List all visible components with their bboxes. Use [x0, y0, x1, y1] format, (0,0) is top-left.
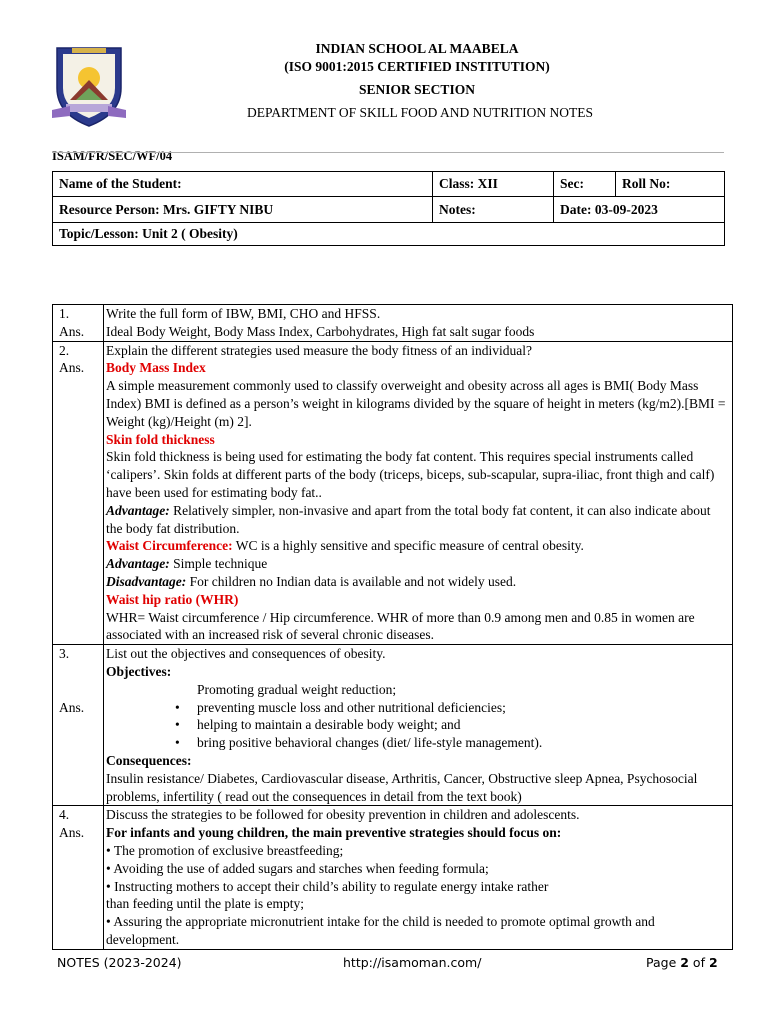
question-text: Write the full form of IBW, BMI, CHO and HFSS. — [106, 306, 381, 321]
resource-person-field: Resource Person: Mrs. GIFTY NIBU — [53, 197, 433, 223]
answer-label: Ans. — [59, 825, 85, 841]
footer-website-link[interactable]: http://isamoman.com/ — [343, 955, 482, 970]
question-row-4 — [53, 806, 733, 949]
notes-field: Notes: — [433, 197, 554, 223]
skin-fold-advantage: Advantage: Relatively simpler, non-invasive and apart from the total body fat content, it can also indicate about the body fat distribution. — [106, 502, 711, 536]
topic-field: Topic/Lesson: Unit 2 ( Obesity) — [53, 223, 725, 246]
bmi-heading: Body Mass Index — [106, 360, 206, 376]
iso-certification: (ISO 9001:2015 CERTIFIED INSTITUTION) — [284, 59, 550, 74]
question-text: Explain the different strategies used measure the body fitness of an individual? — [106, 342, 533, 358]
question-number: 1. — [59, 306, 70, 321]
class-field: Class: XII — [433, 172, 554, 197]
whr-text: WHR= Waist circumference / Hip circumference. WHR of more than 0.9 among men and 0.85 in women are associated with an increased risk of several chronic diseases. — [106, 609, 695, 643]
disadvantage-label: Disadvantage: — [106, 573, 187, 589]
section-field: Sec: — [554, 172, 616, 197]
question-text: Discuss the strategies to be followed for obesity prevention in children and adolescents. — [106, 807, 580, 823]
question-row-3 — [53, 645, 733, 806]
skin-fold-text: Skin fold thickness is being used for estimating the body fat content. This requires special instruments called ‘calipers’. Skin folds at different parts of the body (triceps, biceps, sub-scapular, supra-iliac, front thigh and calf) have been used for estimating body fat.. — [106, 449, 715, 500]
department-title: DEPARTMENT OF SKILL FOOD AND NUTRITION NOTES — [247, 105, 593, 120]
header-divider — [52, 152, 724, 153]
school-logo — [52, 40, 126, 130]
answer-label: Ans. — [59, 323, 85, 339]
advantage-label: Advantage: — [106, 556, 170, 572]
strategy-point: • Assuring the appropriate micronutrient intake for the child is needed to promote optimal growth and development. — [106, 914, 655, 947]
strategy-point: • Avoiding the use of added sugars and starches when feeding formula; — [106, 860, 489, 876]
questions-table — [52, 304, 733, 950]
whr-heading: Waist hip ratio (WHR) — [106, 591, 239, 607]
question-number: 4. — [59, 807, 70, 823]
skin-fold-heading: Skin fold thickness — [106, 431, 215, 447]
footer-notes-year: NOTES (2023-2024) — [57, 955, 182, 970]
student-name-field: Name of the Student: — [53, 172, 433, 197]
prevention-subheading: For infants and young children, the main preventive strategies should focus on: — [106, 825, 562, 841]
footer-page-number: Page 2 of 2 — [646, 955, 718, 970]
question-text: List out the objectives and consequences of obesity. — [106, 646, 386, 662]
section-name: SENIOR SECTION — [359, 82, 475, 97]
waist-heading: Waist Circumference: — [106, 538, 233, 554]
school-name: INDIAN SCHOOL AL MAABELA — [315, 41, 519, 56]
question-number: 3. — [59, 646, 70, 662]
waist-advantage: Advantage: Simple technique — [106, 556, 268, 572]
date-field: Date: 03-09-2023 — [554, 197, 725, 223]
strategy-point: than feeding until the plate is empty; — [106, 896, 304, 912]
objective-item: • preventing muscle loss and other nutritional deficiencies; — [194, 699, 728, 717]
bmi-text: A simple measurement commonly used to classify overweight and obesity across all ages is BMI( Body Mass Index) BMI is defined as a person’s weight in kilograms divided by the square of height in meters (kg/m2).[BMI = Weight (kg)/Height (m) 2]. — [106, 378, 726, 429]
objectives-heading: Objectives: — [106, 663, 172, 679]
consequences-text: Insulin resistance/ Diabetes, Cardiovascular disease, Arthritis, Cancer, Obstructive sleep Apnea, Psychosocial problems, infertility ( read out the consequences in detail from the text book) — [106, 770, 698, 804]
advantage-label: Advantage: — [106, 502, 170, 518]
objective-item: Promoting gradual weight reduction; — [197, 681, 397, 697]
roll-number-field: Roll No: — [616, 172, 725, 197]
answer-text: Ideal Body Weight, Body Mass Index, Carbohydrates, High fat salt sugar foods — [106, 323, 535, 339]
strategy-point: • Instructing mothers to accept their child’s ability to regulate energy intake rather — [106, 878, 549, 894]
question-row-2 — [53, 341, 733, 645]
question-row-1 — [53, 305, 733, 342]
objective-item: • helping to maintain a desirable body weight; and — [194, 716, 728, 734]
document-reference: ISAM/FR/SEC/WF/04 — [52, 149, 173, 163]
answer-label: Ans. — [59, 699, 85, 715]
objectives-list — [106, 699, 728, 752]
question-number: 2. — [59, 342, 70, 358]
waist-disadvantage: Disadvantage: For children no Indian data is available and not widely used. — [106, 573, 517, 589]
answer-label: Ans. — [59, 360, 85, 376]
waist-circumference: Waist Circumference: WC is a highly sensitive and specific measure of central obesity. — [106, 538, 584, 554]
consequences-heading: Consequences: — [106, 752, 192, 768]
strategy-point: • The promotion of exclusive breastfeeding; — [106, 842, 344, 858]
objective-item: • bring positive behavioral changes (diet/ life-style management). — [194, 734, 728, 752]
student-info-table — [52, 171, 725, 246]
